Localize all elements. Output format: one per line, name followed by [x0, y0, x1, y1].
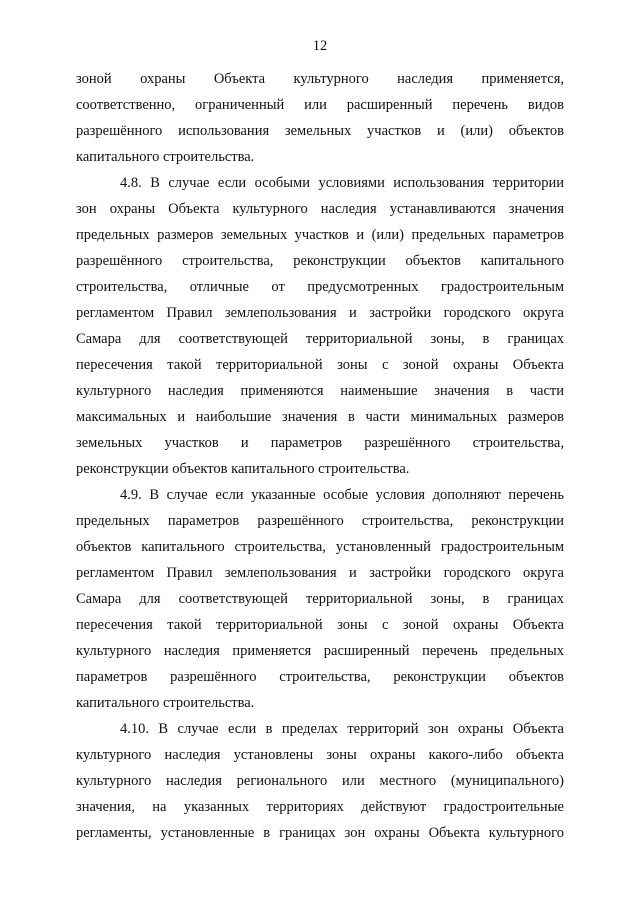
- text-line: строительства, отличные от предусмотренных градостроительным: [76, 279, 564, 295]
- text-line: регламентом Правил землепользования и застройки городского округа: [76, 565, 564, 581]
- page-number: 12: [312, 38, 328, 54]
- text-line: объектов капитального строительства, установленный градостроительным: [76, 539, 564, 555]
- text-line: разрешённого использования земельных участков и (или) объектов: [76, 123, 564, 139]
- paragraph-4-10: [76, 716, 564, 846]
- paragraph-4-9: [76, 482, 564, 716]
- text-line: значения, на указанных территориях действуют градостроительные: [76, 799, 564, 815]
- text-line: регламентом Правил землепользования и застройки городского округа: [76, 305, 564, 321]
- text-line: разрешённого строительства, реконструкции объектов капитального: [76, 253, 564, 269]
- text-line: регламенты, установленные в границах зон охраны Объекта культурного: [76, 825, 564, 841]
- text-line: Самара для соответствующей территориальной зоны, в границах: [76, 331, 564, 347]
- text-line: капитального строительства.: [76, 695, 255, 711]
- text-line: культурного наследия применяется расширенный перечень предельных: [76, 643, 564, 659]
- text-line: капитального строительства.: [76, 149, 255, 165]
- text-line: культурного наследия применяются наименьшие значения в части: [76, 383, 564, 399]
- text-line: культурного наследия установлены зоны охраны какого-либо объекта: [76, 747, 564, 763]
- text-line: культурного наследия регионального или местного (муниципального): [76, 773, 564, 789]
- paragraph-continuation: [76, 66, 564, 170]
- text-line: предельных параметров разрешённого строительства, реконструкции: [76, 513, 564, 529]
- text-line: предельных размеров земельных участков и (или) предельных параметров: [76, 227, 564, 243]
- text-line: 4.9. В случае если указанные особые условия дополняют перечень: [120, 487, 564, 503]
- text-line: 4.8. В случае если особыми условиями использования территории: [120, 175, 564, 191]
- text-line: зон охраны Объекта культурного наследия устанавливаются значения: [76, 201, 564, 217]
- text-line: зоной охраны Объекта культурного наследия применяется,: [76, 71, 564, 87]
- text-line: пересечения такой территориальной зоны с зоной охраны Объекта: [76, 357, 564, 373]
- paragraph-4-8: [76, 170, 564, 482]
- text-line: соответственно, ограниченный или расширенный перечень видов: [76, 97, 564, 113]
- text-line: максимальных и наибольшие значения в части минимальных размеров: [76, 409, 564, 425]
- text-line: 4.10. В случае если в пределах территорий зон охраны Объекта: [120, 721, 564, 737]
- text-line: Самара для соответствующей территориальной зоны, в границах: [76, 591, 564, 607]
- text-line: параметров разрешённого строительства, реконструкции объектов: [76, 669, 564, 685]
- text-line: реконструкции объектов капитального строительства.: [76, 461, 410, 477]
- text-line: пересечения такой территориальной зоны с зоной охраны Объекта: [76, 617, 564, 633]
- text-line: земельных участков и параметров разрешённого строительства,: [76, 435, 564, 451]
